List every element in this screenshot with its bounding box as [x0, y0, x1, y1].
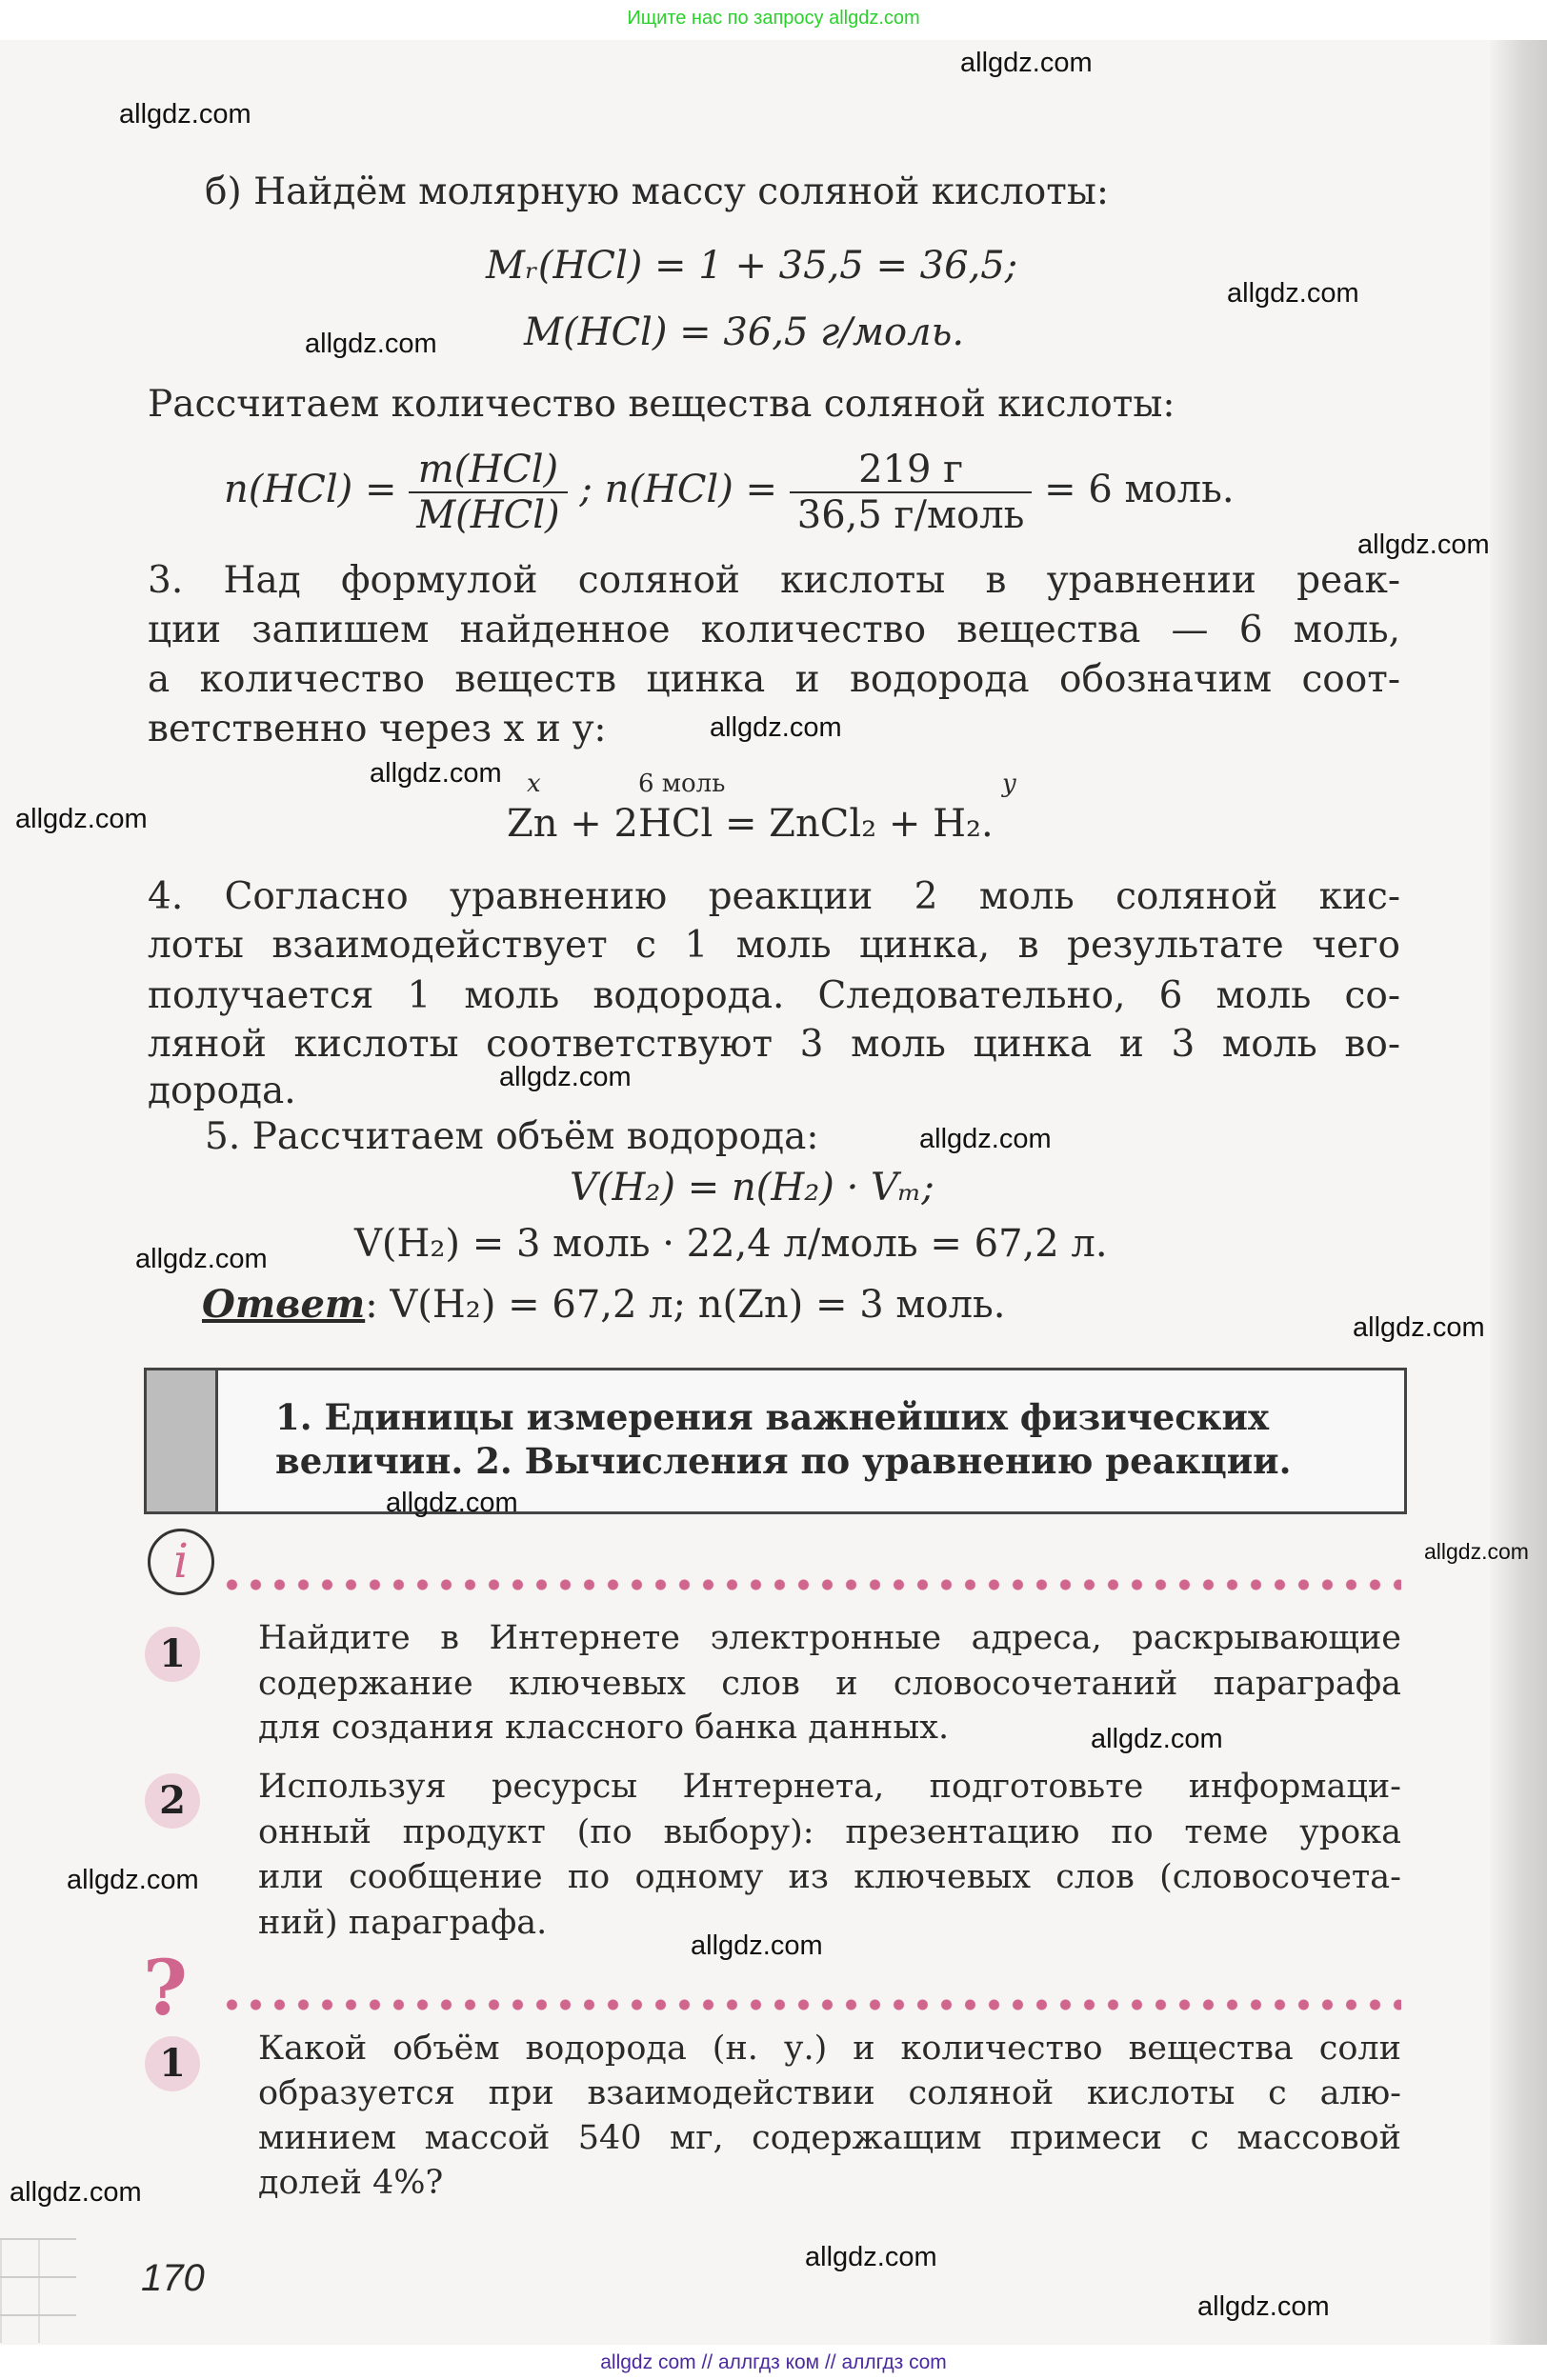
eq-label-y: y	[1002, 770, 1016, 798]
question-line: минием массой 540 мг, содержащим примеси с массовой	[258, 2119, 1401, 2157]
answer-label: Ответ	[202, 1282, 366, 1327]
page-number: 170	[141, 2257, 205, 2299]
watermark: allgdz.com	[119, 99, 251, 130]
watermark: allgdz.com	[919, 1124, 1052, 1154]
keywords-strip	[147, 1370, 218, 1511]
molar-mass-equation: M(HCl) = 36,5 г/моль.	[524, 310, 965, 354]
n-lhs: n(HCl) =	[224, 468, 397, 511]
amount-equation	[224, 448, 1235, 537]
n-mid: ; n(HCl) =	[579, 468, 778, 511]
keywords-line: величин. 2. Вычисления по уравнению реакции.	[275, 1440, 1292, 1482]
fraction-values	[790, 448, 1033, 537]
watermark: allgdz.com	[305, 329, 437, 359]
volume-formula: V(H₂) = n(H₂) · Vₘ;	[570, 1166, 934, 1210]
answer-line	[202, 1282, 1005, 1327]
step3-line: 3. Над формулой соляной кислоты в уравнении реак-	[148, 559, 1400, 602]
step4-line: получается 1 моль водорода. Следовательно, 6 моль со-	[148, 974, 1400, 1017]
watermark: allgdz.com	[1197, 2291, 1330, 2322]
info-task-line: Используя ресурсы Интернета, подготовьте информаци-	[258, 1768, 1401, 1806]
watermark: allgdz.com	[1353, 1312, 1485, 1343]
page-gutter-shadow	[1490, 40, 1547, 2345]
watermark: allgdz.com	[67, 1865, 199, 1895]
watermark: allgdz.com	[370, 758, 502, 789]
relative-mass-equation: Mᵣ(HCl) = 1 + 35,5 = 36,5;	[486, 244, 1018, 288]
watermark: allgdz.com	[15, 804, 148, 834]
question-line: Какой объём водорода (н. у.) и количество вещества соли	[258, 2030, 1401, 2068]
volume-calculation: V(H₂) = 3 моль · 22,4 л/моль = 67,2 л.	[354, 1222, 1108, 1266]
info-task-line: Найдите в Интернете электронные адреса, раскрывающие	[258, 1619, 1401, 1657]
step4-line: ляной кислоты соответствуют 3 моль цинка и 3 моль во-	[148, 1023, 1400, 1066]
step4-line: 4. Согласно уравнению реакции 2 моль соляной кис-	[148, 875, 1400, 918]
info-task-line: онный продукт (по выбору): презентацию по теме урока	[258, 1813, 1401, 1851]
watermark: allgdz.com	[1091, 1724, 1223, 1754]
watermark: allgdz.com	[710, 712, 842, 743]
info-task-line: или сообщение по одному из ключевых слов (словосочета-	[258, 1858, 1401, 1896]
question-number: 1	[145, 2036, 200, 2091]
step3-line: ветственно через x и y:	[148, 708, 607, 750]
eq-label-x: x	[527, 770, 541, 798]
fraction-formula	[409, 448, 567, 537]
watermark: allgdz.com	[1424, 1539, 1529, 1564]
numerator: m(HCl)	[409, 448, 567, 493]
question-icon: ?	[143, 1943, 188, 2032]
watermark: allgdz.com	[386, 1488, 518, 1518]
n-result: = 6 моль.	[1044, 468, 1235, 511]
numerator-value: 219 г	[790, 448, 1033, 493]
watermark: allgdz.com	[135, 1244, 268, 1274]
step3-line: а количество веществ цинка и водорода обозначим соот-	[148, 658, 1400, 701]
denominator: M(HCl)	[416, 493, 560, 537]
info-task-line: содержание ключевых слов и словосочетаний параграфа	[258, 1665, 1401, 1703]
step3-line: ции запишем найденное количество вещества — 6 моль,	[148, 609, 1400, 651]
eq-label-hcl: 6 моль	[638, 770, 726, 798]
step5-heading: 5. Рассчитаем объём водорода:	[205, 1115, 819, 1158]
step-b-heading: б) Найдём молярную массу соляной кислоты:	[205, 170, 1110, 213]
info-task-line: ний) параграфа.	[258, 1904, 548, 1942]
watermark: allgdz.com	[691, 1930, 823, 1961]
question-dotted-divider	[220, 1997, 1401, 2012]
step4-line: дорода.	[148, 1070, 296, 1112]
corner-grid	[0, 2238, 76, 2343]
watermark: allgdz.com	[1357, 530, 1490, 560]
bottom-banner[interactable]: allgdz com // аллгдз ком // аллгдз com	[0, 2345, 1547, 2380]
info-task-number: 1	[145, 1627, 200, 1682]
watermark: allgdz.com	[960, 48, 1093, 78]
info-icon: i	[148, 1529, 214, 1595]
info-task-line: для создания классного банка данных.	[258, 1709, 950, 1747]
info-task-number: 2	[145, 1773, 200, 1829]
denominator-value: 36,5 г/моль	[796, 493, 1025, 537]
calc-heading: Рассчитаем количество вещества соляной кислоты:	[148, 383, 1175, 426]
watermark: allgdz.com	[10, 2177, 142, 2208]
step4-line: лоты взаимодействует с 1 моль цинка, в результате чего	[148, 924, 1400, 967]
info-dotted-divider	[220, 1577, 1401, 1592]
answer-text: : V(H₂) = 67,2 л; n(Zn) = 3 моль.	[365, 1283, 1006, 1327]
reaction-equation: Zn + 2HCl = ZnCl₂ + H₂.	[507, 802, 994, 846]
watermark: allgdz.com	[499, 1062, 632, 1092]
top-banner[interactable]: Ищите нас по запросу allgdz.com	[627, 8, 920, 29]
keywords-box	[144, 1368, 1407, 1514]
watermark: allgdz.com	[805, 2242, 937, 2272]
keywords-line: 1. Единицы измерения важнейших физических	[275, 1396, 1270, 1438]
watermark: allgdz.com	[1227, 278, 1359, 309]
question-line: долей 4%?	[258, 2164, 444, 2202]
question-line: образуется при взаимодействии соляной кислоты с алю-	[258, 2074, 1401, 2112]
